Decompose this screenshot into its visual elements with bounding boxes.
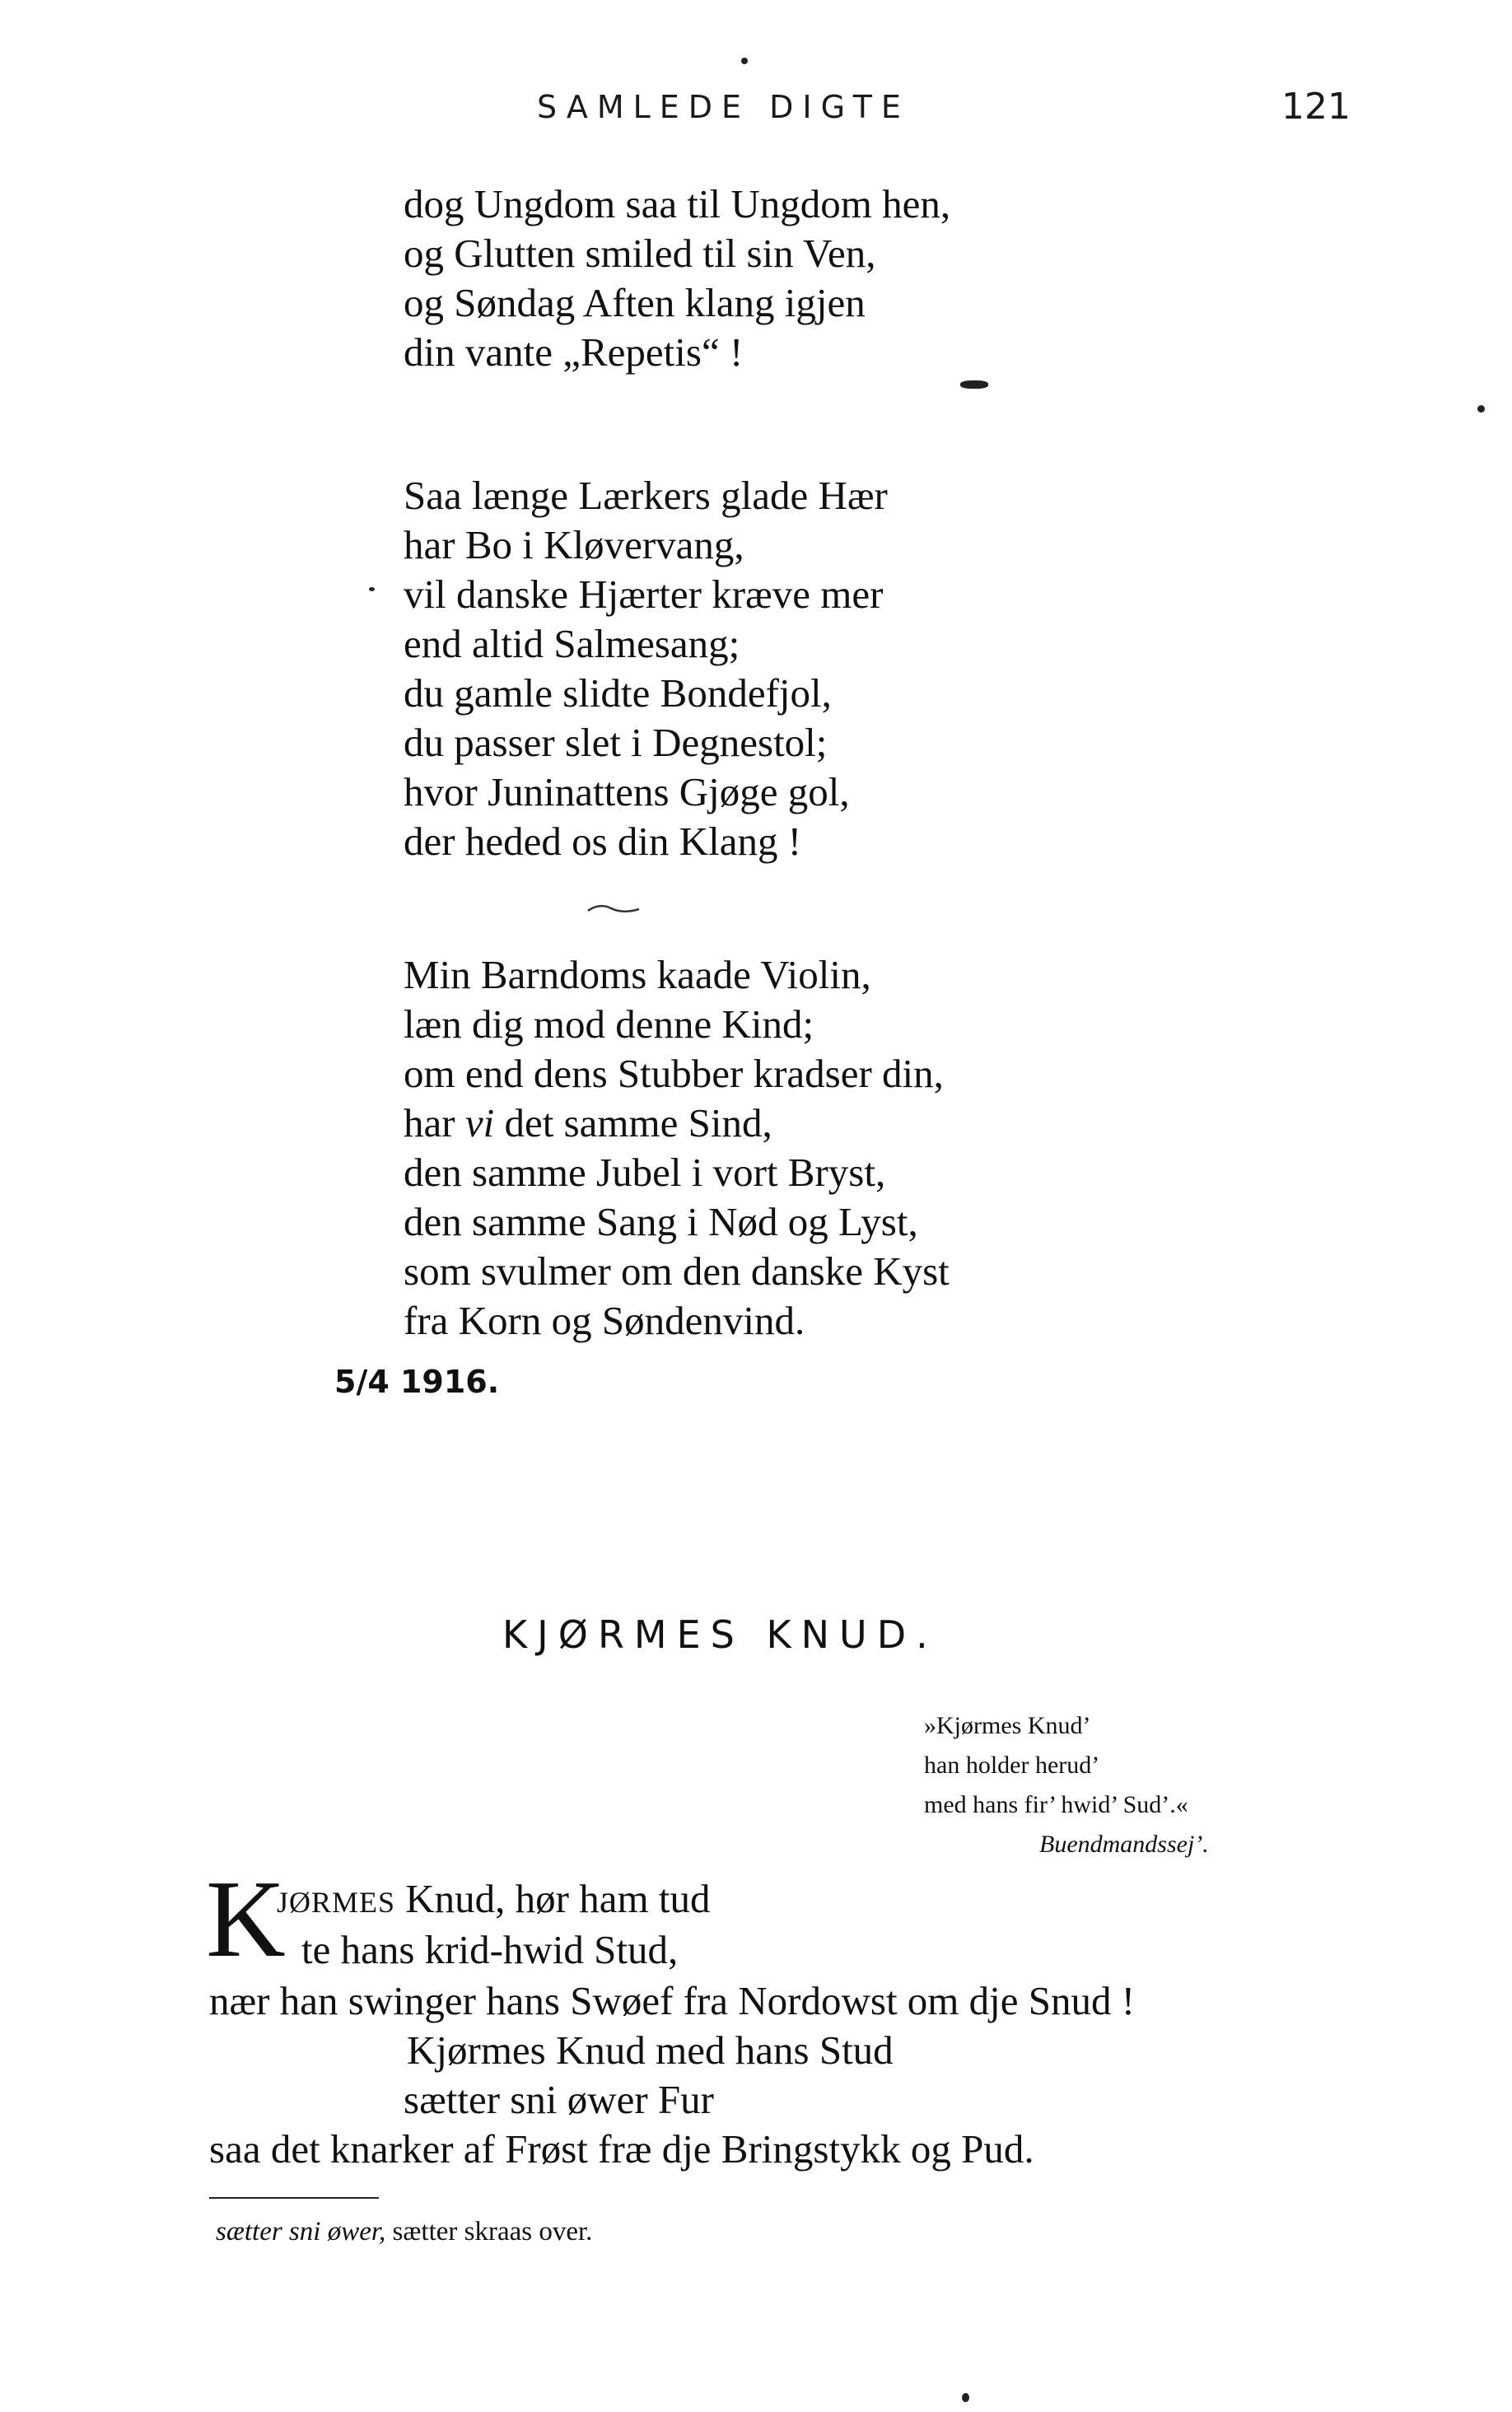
verse-text: Knud, hør ham tud bbox=[405, 1876, 711, 1921]
epigraph-line: med hans fir’ hwid’ Sud’.« bbox=[924, 1791, 1188, 1818]
verse-line: om end dens Stubber kradser din, bbox=[404, 1051, 944, 1096]
small-caps-word: JØRMES bbox=[277, 1886, 396, 1919]
poem-line: sætter sni øwer Fur bbox=[404, 2077, 714, 2122]
verse-line: Min Barndoms kaade Violin, bbox=[404, 952, 871, 997]
verse-line: end altid Salmesang; bbox=[404, 621, 740, 666]
poem-line: saa det knarker af Frøst fræ dje Bringstykk og Pud. bbox=[209, 2126, 1034, 2172]
verse-line: du passer slet i Degnestol; bbox=[404, 720, 828, 765]
verse-line: den samme Jubel i vort Bryst, bbox=[404, 1150, 886, 1195]
scan-speck bbox=[962, 2393, 969, 2402]
verse-line: du gamle slidte Bondefjol, bbox=[404, 670, 832, 716]
footnote bbox=[216, 2217, 592, 2247]
epigraph-line: han holder herud’ bbox=[924, 1752, 1100, 1779]
epigraph-line: »Kjørmes Knud’ bbox=[924, 1712, 1091, 1739]
verse-line: læn dig mod denne Kind; bbox=[404, 1001, 814, 1047]
poem-line bbox=[277, 1874, 710, 1927]
running-head: SAMLEDE DIGTE bbox=[537, 89, 910, 125]
verse-word: har bbox=[404, 1100, 455, 1145]
emphasized-word: vi bbox=[464, 1100, 495, 1145]
footnote-term: sætter sni øwer, bbox=[216, 2217, 386, 2246]
verse-line: hvor Juninattens Gjøge gol, bbox=[404, 769, 850, 814]
scan-speck bbox=[1477, 405, 1485, 413]
verse-line: din vante „Repetis“ ! bbox=[404, 329, 744, 375]
poem-line: te hans krid-hwid Stud, bbox=[301, 1927, 679, 1972]
verse-line bbox=[404, 1099, 950, 1148]
verse-line: og Glutten smiled til sin Ven, bbox=[404, 231, 876, 276]
footnote-gloss: sætter skraas over. bbox=[392, 2217, 593, 2246]
verse-word: det samme Sind, bbox=[504, 1100, 772, 1145]
stanza-2 bbox=[404, 471, 888, 866]
verse-line: fra Korn og Søndenvind. bbox=[404, 1298, 805, 1343]
scan-speck bbox=[369, 587, 375, 591]
footnote-rule bbox=[209, 2197, 379, 2199]
verse-line: Saa længe Lærkers glade Hær bbox=[404, 473, 888, 518]
verse-line: har Bo i Kløvervang, bbox=[404, 522, 744, 567]
stanza-3 bbox=[404, 950, 950, 1346]
epigraph bbox=[924, 1706, 1209, 1864]
poem-date: 5/4 1916. bbox=[334, 1364, 500, 1400]
stanza-1 bbox=[404, 180, 950, 377]
verse-line: der heded os din Klang ! bbox=[404, 819, 802, 864]
poem-title: KJØRMES KNUD. bbox=[502, 1612, 938, 1657]
ornament-dash bbox=[586, 901, 641, 917]
page-number: 121 bbox=[1281, 86, 1351, 128]
verse-line: dog Ungdom saa til Ungdom hen, bbox=[404, 181, 951, 226]
scan-speck bbox=[741, 58, 748, 64]
verse-line: som svulmer om den danske Kyst bbox=[404, 1248, 950, 1294]
verse-line: vil danske Hjærter kræve mer bbox=[404, 572, 884, 617]
epigraph-source: Buendmandssej’. bbox=[1039, 1831, 1209, 1858]
poem-line: Kjørmes Knud med hans Stud bbox=[407, 2027, 894, 2073]
verse-line: og Søndag Aften klang igjen bbox=[404, 280, 866, 325]
poem-line: nær han swinger hans Swøef fra Nordowst om dje Snud ! bbox=[209, 1978, 1136, 2023]
drop-cap: K bbox=[206, 1858, 286, 1980]
scan-speck bbox=[960, 380, 988, 389]
verse-line: den samme Sang i Nød og Lyst, bbox=[404, 1199, 918, 1244]
